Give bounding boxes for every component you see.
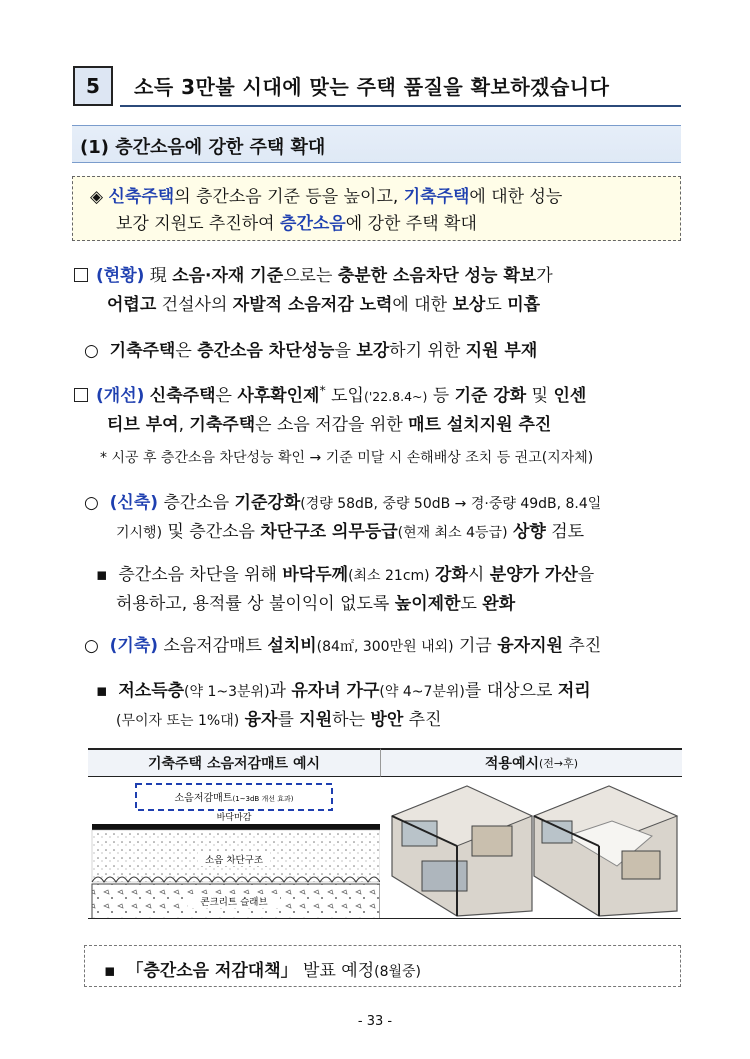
text: 시 — [467, 565, 490, 585]
existing-sub-2 — [116, 705, 442, 730]
summary-text: 에 강한 주택 확대 — [345, 214, 477, 234]
text: 적용예시 — [484, 756, 540, 772]
text: 現 — [149, 266, 173, 286]
summary-line-1 — [90, 182, 562, 207]
floor-section-diagram — [88, 776, 380, 919]
status-sub-line — [84, 336, 537, 361]
text: 를 대상으로 — [464, 681, 558, 701]
square-bullet-icon: ▪ — [104, 961, 116, 981]
existing-tag: (기축) — [109, 636, 159, 656]
footnote-mark: * — [319, 382, 326, 398]
text: 어렵고 — [107, 295, 157, 315]
text: 을 — [577, 565, 595, 585]
text: 및 층간소음 — [162, 522, 261, 542]
existing-sub-1 — [96, 676, 591, 701]
text: 상향 — [512, 522, 546, 542]
text: 저소득층 — [118, 681, 185, 701]
text: (약 4~7분위) — [379, 684, 465, 700]
text: 도 — [460, 594, 483, 614]
text: (약 1~3분위) — [184, 684, 270, 700]
improve-line-2 — [107, 410, 551, 435]
diamond-bullet-icon: ◈ — [90, 187, 104, 207]
summary-text: 층간소음 — [280, 214, 346, 234]
text: , — [178, 415, 190, 435]
summary-text: 에 대한 성능 — [469, 187, 563, 207]
summary-line-2 — [116, 209, 477, 234]
new-build-tag: (신축) — [109, 493, 159, 513]
text: 소음저감매트 — [158, 636, 268, 656]
text: 하는 — [332, 710, 371, 730]
figure-right-header — [380, 748, 682, 777]
text: 분양가 가산 — [489, 565, 578, 585]
text: 기축주택 — [189, 415, 256, 435]
text: 기시행) — [116, 525, 163, 541]
subsection-title: (1) 층간소음에 강한 주택 확대 — [80, 137, 326, 158]
text: 지원 — [299, 710, 333, 730]
text: (경량 58dB, 중량 50dB → 경·중량 49dB, 8.4일 — [300, 496, 602, 512]
text: 인센 — [553, 386, 587, 406]
section-underline — [120, 105, 681, 107]
summary-text: 신축주택 — [108, 187, 175, 207]
new-build-sub-1 — [96, 560, 594, 585]
text: 허용하고, 용적률 상 불이익이 없도록 — [116, 594, 395, 614]
text: 및 — [526, 386, 554, 406]
text: 융자지원 — [497, 636, 563, 656]
figure-table — [88, 748, 681, 919]
text: 도입 — [325, 386, 364, 406]
summary-text: 의 층간소음 기준 등을 높이고, — [174, 187, 404, 207]
text: ('22.8.4~) — [363, 389, 428, 404]
before-room-image — [392, 786, 532, 916]
text: (현재 최소 4등급) — [397, 525, 508, 541]
text: 기축주택 — [109, 341, 176, 361]
text: 과 — [269, 681, 292, 701]
text: 보강 — [356, 341, 390, 361]
text: 을 — [334, 341, 357, 361]
floor-finish-layer — [92, 824, 380, 830]
text: 」 — [280, 961, 298, 981]
circle-bullet-icon: ○ — [84, 636, 99, 656]
figure-bottom-border — [88, 918, 681, 919]
section-number: 5 — [73, 66, 113, 106]
text: 소음·자재 기준 — [172, 266, 284, 286]
text: (84㎡, 300만원 내외) — [316, 639, 454, 655]
text: 발표 예정 — [297, 961, 375, 981]
text: 보상 — [452, 295, 486, 315]
improve-footnote: * 시공 후 층간소음 차단성능 확인 → 기준 미달 시 손해배상 조치 등 권고(지자체) — [100, 450, 594, 466]
text: 저리 — [557, 681, 591, 701]
text: 지원 부재 — [465, 341, 538, 361]
text: 도 — [485, 295, 508, 315]
text: 티브 부여 — [107, 415, 179, 435]
text: 를 — [277, 710, 300, 730]
text: 융자 — [244, 710, 278, 730]
square-bullet-icon: ▪ — [96, 681, 108, 701]
slab-label: 콘크리트 슬래브 — [200, 897, 268, 908]
checkbox-square-icon — [74, 268, 88, 282]
text: 은 — [215, 386, 238, 406]
text: 유자녀 가구 — [291, 681, 380, 701]
text: 사후확인제 — [237, 386, 320, 406]
text: 「 — [126, 961, 144, 981]
new-build-line-2 — [116, 517, 584, 542]
text: 신축주택 — [149, 386, 216, 406]
status-tag: (현황) — [96, 266, 145, 286]
text: 높이제한 — [394, 594, 461, 614]
text: 방안 — [370, 710, 404, 730]
text: 강화 — [435, 565, 468, 585]
text: 추진 — [403, 710, 442, 730]
summary-text: 보강 지원도 추진하여 — [116, 214, 281, 234]
text: 에 대한 — [392, 295, 453, 315]
text: 기금 — [453, 636, 498, 656]
text: 미흡 — [507, 295, 541, 315]
new-build-sub-2 — [116, 589, 515, 614]
floor-finish-label: 바닥마감 — [216, 813, 252, 823]
text: 검토 — [545, 522, 585, 542]
text: 층간소음 차단성능 — [197, 341, 335, 361]
text: 자발적 소음저감 노력 — [232, 295, 393, 315]
status-line-2 — [107, 290, 540, 315]
existing-line-1 — [84, 631, 601, 656]
summary-text: 기축주택 — [403, 187, 470, 207]
text: 층간소음 — [158, 493, 235, 513]
text: 설치비 — [267, 636, 317, 656]
text: 층간소음 차단을 위해 — [118, 565, 283, 585]
text: 은 소음 저감을 위한 — [255, 415, 409, 435]
text: 완화 — [482, 594, 516, 614]
text: 가 — [536, 266, 553, 286]
text: 기준 강화 — [454, 386, 527, 406]
text: 으로는 — [283, 266, 338, 286]
text: (전→후) — [539, 757, 579, 770]
text: 바닥두께 — [282, 565, 349, 585]
checkbox-square-icon — [74, 388, 88, 402]
circle-bullet-icon: ○ — [84, 341, 99, 361]
text: 충분한 소음차단 성능 확보 — [337, 266, 537, 286]
improve-tag: (개선) — [96, 386, 145, 406]
text: (무이자 또는 1%대) — [116, 713, 240, 729]
status-line-1 — [74, 261, 553, 286]
circle-bullet-icon: ○ — [84, 493, 99, 513]
square-bullet-icon: ▪ — [96, 565, 108, 585]
text: (최소 21cm) — [348, 568, 430, 584]
announcement-line — [104, 956, 421, 981]
text: 하기 위한 — [389, 341, 466, 361]
application-example-image — [382, 776, 681, 919]
new-build-line-1 — [84, 488, 601, 513]
figure-left-header: 기축주택 소음저감매트 예시 — [88, 748, 380, 777]
text: 차단구조 의무등급 — [260, 522, 398, 542]
text: 은 — [175, 341, 198, 361]
section-title: 소득 3만불 시대에 맞는 주택 품질을 확보하겠습니다 — [134, 75, 610, 99]
after-room-image — [534, 786, 677, 916]
text: 건설사의 — [156, 295, 233, 315]
mat-label: 소음저감매트(1~3dB 개선 효과) — [174, 793, 294, 804]
text: (8월중) — [374, 964, 422, 980]
text: 매트 설치지원 추진 — [408, 415, 552, 435]
improve-line-1 — [74, 381, 586, 406]
structure-label: 소음 차단구조 — [204, 855, 264, 866]
text: 등 — [427, 386, 455, 406]
text: 기준강화 — [234, 493, 301, 513]
text: 추진 — [562, 636, 602, 656]
page-number: - 33 - — [357, 1014, 393, 1029]
announcement-title: 층간소음 저감대책 — [143, 961, 281, 981]
